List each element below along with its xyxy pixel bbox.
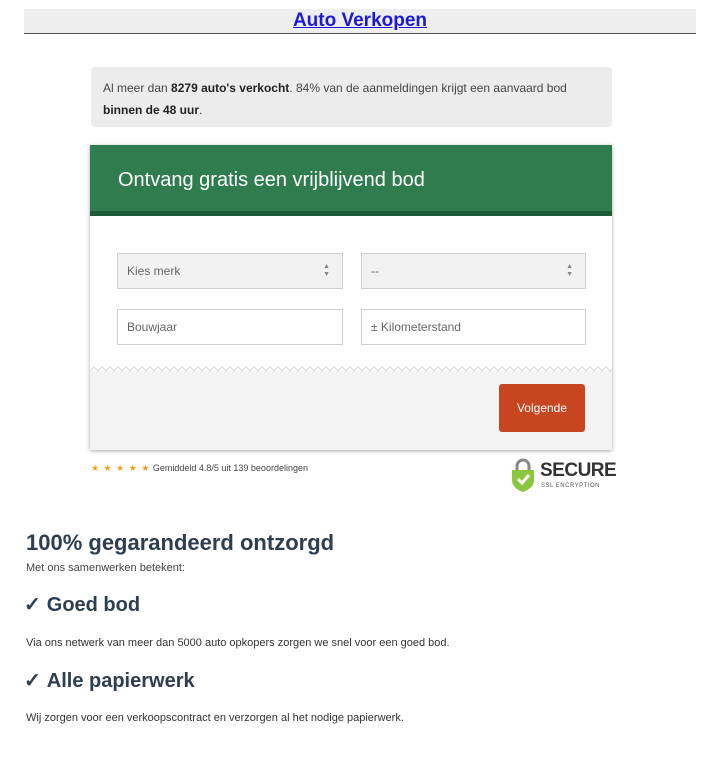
notice-deadline: binnen de 48 uur <box>103 103 200 117</box>
km-placeholder: ± Kilometerstand <box>371 320 461 334</box>
form-footer <box>90 371 612 450</box>
model-select-value: -- <box>371 264 379 278</box>
ssl-secure-badge <box>510 458 620 494</box>
notice-text-3: . <box>199 103 203 117</box>
sales-notice <box>91 67 612 127</box>
offer-form-card <box>90 145 612 450</box>
checkmark-icon: ✓ <box>24 594 41 616</box>
rating-text: Gemiddeld 4.8/5 uit 139 beoordelingen <box>152 463 308 473</box>
shield-lock-icon <box>510 458 536 492</box>
brand-select[interactable] <box>117 253 343 289</box>
year-input[interactable] <box>117 309 343 345</box>
section-subtitle: Met ons samenwerken betekent: <box>26 562 185 574</box>
page-title-link[interactable]: Auto Verkopen <box>292 10 428 31</box>
header-bar <box>24 9 696 34</box>
notice-text-1: Al meer dan <box>103 81 172 95</box>
benefit-title: Goed bod <box>46 594 141 616</box>
form-title: Ontvang gratis een vrijblijvend bod <box>90 145 612 216</box>
year-placeholder: Bouwjaar <box>127 320 178 334</box>
zigzag-divider <box>90 365 612 373</box>
checkmark-icon: ✓ <box>24 670 41 692</box>
secure-title: SECURE <box>540 460 617 481</box>
next-button[interactable]: Volgende <box>499 384 585 432</box>
benefit-heading <box>24 668 195 693</box>
notice-text-2: . 84% van de aanmeldingen krijgt een aanvaard bod <box>289 81 567 95</box>
rating-stars-icon: ★ ★ ★ ★ ★ <box>91 463 151 473</box>
brand-select-value: Kies merk <box>127 264 181 278</box>
select-arrows-icon: ▲ ▼ <box>566 263 573 278</box>
section-title: 100% gegarandeerd ontzorgd <box>26 530 335 555</box>
km-input[interactable] <box>361 309 586 345</box>
secure-subtitle: SSL ENCRYPTION <box>541 483 601 489</box>
benefit-title: Alle papierwerk <box>46 670 195 692</box>
benefit-text: Wij zorgen voor een verkoopscontract en verzorgen al het nodige papierwerk. <box>26 712 404 724</box>
rating-summary <box>91 463 308 474</box>
notice-count: 8279 auto's verkocht <box>171 81 290 95</box>
benefit-text: Via ons netwerk van meer dan 5000 auto opkopers zorgen we snel voor een goed bod. <box>26 637 450 649</box>
model-select[interactable] <box>361 253 586 289</box>
benefit-heading <box>24 592 140 617</box>
select-arrows-icon: ▲ ▼ <box>323 263 330 278</box>
